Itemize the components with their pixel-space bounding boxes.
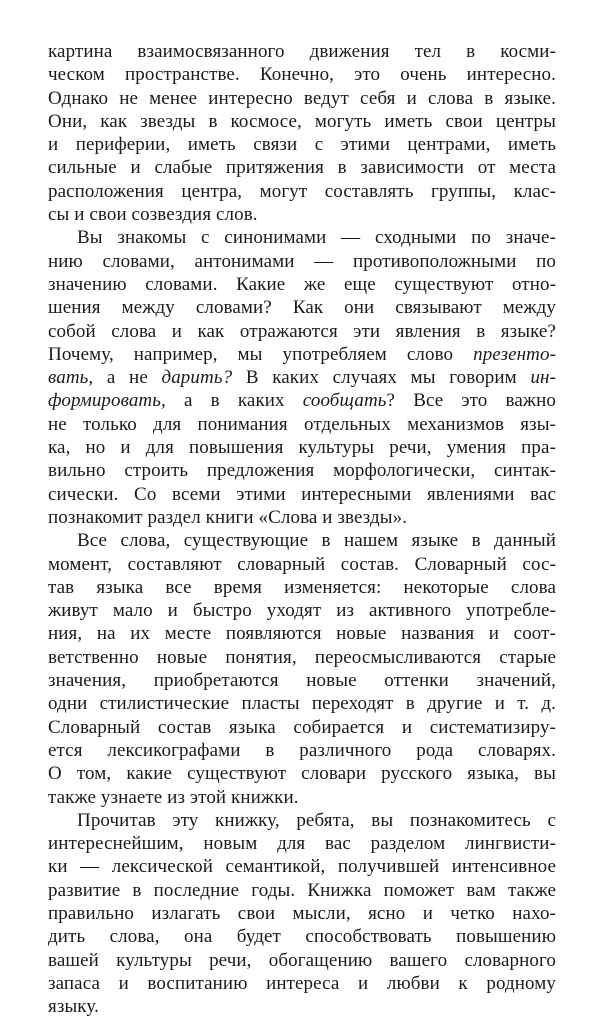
text-segment: а не (93, 367, 162, 389)
text-line (48, 599, 556, 622)
text-segment: сы и свои созвездия слов. (48, 204, 258, 226)
text-line (48, 87, 556, 110)
italic-term: сообщать (302, 390, 387, 412)
text-line (48, 110, 556, 133)
text-line (48, 762, 556, 785)
text-line (48, 180, 556, 203)
italic-term: дарить? (161, 367, 233, 389)
text-segment: а в каких (165, 390, 303, 412)
text-line (48, 949, 556, 972)
text-segment: значению словами. Какие же еще существуют отно- (48, 273, 556, 295)
text-line (48, 436, 556, 459)
text-line (48, 389, 556, 412)
text-line (48, 250, 556, 273)
text-segment: ческом пространстве. Конечно, это очень интересно. (48, 64, 556, 86)
text-segment: Однако не менее интересно ведут себя и слова в языке. (48, 87, 556, 109)
text-line (48, 832, 556, 855)
text-line (48, 692, 556, 715)
text-line (48, 925, 556, 948)
text-line (48, 133, 556, 156)
text-line (48, 156, 556, 179)
text-line (48, 553, 556, 576)
text-segment: Словарный состав языка собирается и систематизиру- (48, 716, 556, 738)
text-segment: развитие в последние годы. Книжка поможет вам также (48, 879, 556, 901)
text-line (48, 786, 556, 809)
italic-term: вать, (48, 367, 94, 389)
text-segment: Вы знакомы с синонимами — сходными по значе- (77, 227, 556, 249)
text-segment: одни стилистические пласты переходят в другие и т. д. (48, 693, 556, 715)
text-line (48, 995, 556, 1018)
text-line (48, 273, 556, 296)
text-segment: вашей культуры речи, обогащению вашего словарного (48, 949, 556, 971)
text-line (48, 296, 556, 319)
text-line (48, 529, 556, 552)
text-line (48, 483, 556, 506)
italic-term: ин- (530, 367, 556, 389)
text-segment: шения между словами? Как они связывают между (48, 297, 556, 319)
text-segment: Все слова, существующие в нашем языке в данный (77, 530, 556, 552)
text-line (48, 972, 556, 995)
text-line (48, 902, 556, 925)
text-segment: О том, какие существуют словари русского языка, вы (48, 763, 556, 785)
text-segment: Они, как звезды в космосе, могуть иметь свои центры (48, 110, 556, 132)
book-page (48, 40, 556, 1018)
text-line (48, 203, 556, 226)
text-segment: ки — лексической семантикой, получившей интенсивное (48, 856, 556, 878)
text-line (48, 669, 556, 692)
paragraph (48, 529, 556, 809)
text-segment: расположения центра, могут составлять группы, клас- (48, 180, 556, 202)
text-line (48, 646, 556, 669)
text-line (48, 320, 556, 343)
text-segment: запаса и воспитанию интереса и любви к родному (48, 972, 556, 994)
text-segment: Прочитав эту книжку, ребята, вы познакомитесь с (77, 809, 556, 831)
paragraph (48, 40, 556, 226)
text-line (48, 226, 556, 249)
text-segment: Почему, например, мы употребляем слово (48, 343, 474, 365)
text-line (48, 576, 556, 599)
text-segment: В каких случаях мы говорим (232, 367, 531, 389)
text-line (48, 716, 556, 739)
text-line (48, 622, 556, 645)
text-segment: сильные и слабые притяжения в зависимости от места (48, 157, 556, 179)
text-line (48, 809, 556, 832)
text-line (48, 40, 556, 63)
text-segment: языку. (48, 996, 99, 1018)
text-segment: ния, на их месте появляются новые названия и соот- (48, 623, 556, 645)
text-segment: интереснейшим, новым для вас разделом лингвисти- (48, 833, 556, 855)
text-segment: вильно строить предложения морфологически, синтак- (48, 460, 556, 482)
text-segment: картина взаимосвязанного движения тел в косми- (48, 41, 556, 62)
text-segment: правильно излагать свои мысли, ясно и четко нахо- (48, 902, 556, 924)
text-segment: момент, составляют словарный состав. Словарный сос- (48, 553, 556, 575)
paragraph (48, 809, 556, 1018)
text-line (48, 855, 556, 878)
text-line (48, 343, 556, 366)
text-line (48, 63, 556, 86)
text-segment: нию словами, антонимами — противоположными по (48, 250, 556, 272)
text-segment: ка, но и для повышения культуры речи, умения пра- (48, 437, 556, 459)
paragraph (48, 226, 556, 529)
text-segment: дить слова, она будет способствовать повышению (48, 926, 556, 948)
text-line (48, 413, 556, 436)
text-line (48, 879, 556, 902)
italic-term: формировать, (48, 390, 166, 412)
text-line (48, 459, 556, 482)
text-line (48, 506, 556, 529)
text-segment: живут мало и быстро уходят из активного употребле- (48, 600, 556, 622)
text-segment: значения, приобретаются новые оттенки значений, (48, 670, 556, 692)
text-line (48, 366, 556, 389)
text-segment: собой слова и как отражаются эти явления в языке? (48, 320, 556, 342)
text-segment: также узнаете из этой книжки. (48, 786, 299, 808)
text-segment: ветственно новые понятия, переосмысливаются старые (48, 646, 556, 668)
text-segment: сически. Со всеми этими интересными явлениями вас (48, 483, 556, 505)
text-segment: тав языка все время изменяется: некоторые слова (48, 576, 556, 598)
text-line (48, 739, 556, 762)
text-segment: ется лексикографами в различного рода словарях. (48, 739, 556, 761)
italic-term: презенто- (473, 343, 556, 365)
text-segment: и периферии, иметь связи с этими центрами, иметь (48, 134, 556, 156)
text-segment: познакомит раздел книги «Слова и звезды». (48, 506, 408, 528)
text-segment: не только для понимания отдельных механизмов язы- (48, 413, 556, 435)
text-segment: ? Все это важно (386, 390, 556, 412)
